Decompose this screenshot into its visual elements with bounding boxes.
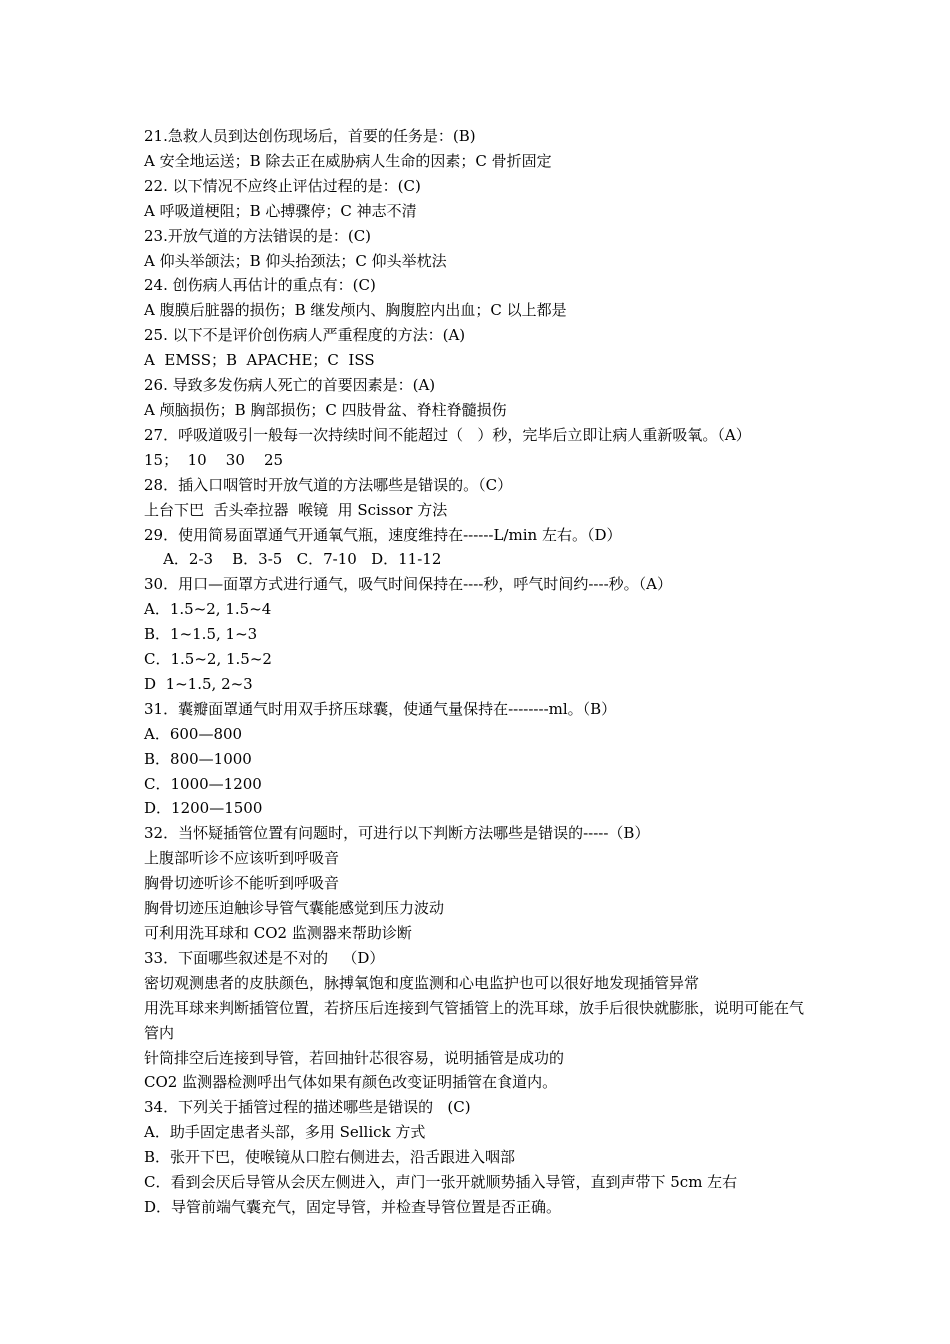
question-30: 30．用口—面罩方式进行通气，吸气时间保持在----秒，呼气时间约----秒。（A）	[144, 575, 672, 594]
option-32-2: 胸骨切迹听诊不能听到呼吸音	[144, 874, 340, 893]
question-29: 29．使用简易面罩通气开通氧气瓶，速度维持在------L/min 左右。（D）	[144, 525, 622, 544]
question-31: 31．囊瓣面罩通气时用双手挤压球囊，使通气量保持在--------ml。（B）	[144, 699, 617, 718]
options-25: A EMSS；B APACHE；C ISS	[144, 351, 375, 370]
option-31-b: B．800—1000	[144, 749, 252, 768]
options-29: A．2-3 B．3-5 C．7-10 D．11-12	[144, 550, 442, 569]
question-26: 26. 导致多发伤病人死亡的首要因素是：(A)	[144, 376, 436, 395]
option-32-3: 胸骨切迹压迫触诊导管气囊能感觉到压力波动	[144, 899, 445, 918]
question-21: 21.急救人员到达创伤现场后，首要的任务是：(B)	[144, 127, 476, 145]
option-30-d: D 1~1.5, 2~3	[144, 674, 253, 693]
option-32-1: 上腹部听诊不应该听到呼吸音	[144, 849, 340, 868]
option-32-4: 可利用洗耳球和 CO2 监测器来帮助诊断	[144, 924, 412, 942]
option-34-d: D．导管前端气囊充气，固定导管，并检查导管位置是否正确。	[144, 1197, 562, 1216]
options-28: 上台下巴 舌头牵拉器 喉镜 用 Scissor 方法	[144, 500, 448, 519]
options-21: A 安全地运送；B 除去正在威胁病人生命的因素；C 骨折固定	[144, 151, 552, 170]
option-33-2: 用洗耳球来判断插管位置，若挤压后连接到气管插管上的洗耳球，放手后很快就膨胀，说明可能在气管内	[144, 998, 805, 1042]
options-23: A 仰头举颌法；B 仰头抬颈法；C 仰头举枕法	[144, 251, 447, 270]
document-body	[144, 124, 814, 1220]
option-31-d: D．1200—1500	[144, 799, 263, 818]
option-31-c: C．1000—1200	[144, 774, 262, 793]
question-25: 25. 以下不是评价创伤病人严重程度的方法：(A)	[144, 326, 466, 345]
option-33-4: CO2 监测器检测呼出气体如果有颜色改变证明插管在食道内。	[144, 1073, 558, 1092]
options-26: A 颅脑损伤；B 胸部损伤；C 四肢骨盆、脊柱脊髓损伤	[144, 400, 507, 419]
options-24: A 腹膜后脏器的损伤；B 继发颅内、胸腹腔内出血；C 以上都是	[144, 301, 567, 320]
question-34: 34．下列关于插管过程的描述哪些是错误的 (C)	[144, 1098, 471, 1117]
option-31-a: A．600—800	[144, 724, 243, 743]
question-22: 22. 以下情况不应终止评估过程的是：(C)	[144, 176, 421, 195]
question-24: 24. 创伤病人再估计的重点有：(C)	[144, 276, 376, 295]
option-34-b: B．张开下巴，使喉镜从口腔右侧进去，沿舌跟进入咽部	[144, 1148, 516, 1167]
option-34-a: A．助手固定患者头部，多用 Sellick 方式	[144, 1123, 426, 1142]
question-32: 32．当怀疑插管位置有问题时，可进行以下判断方法哪些是错误的-----（B）	[144, 824, 650, 843]
question-33: 33．下面哪些叙述是不对的 （D）	[144, 948, 385, 967]
question-23: 23.开放气道的方法错误的是：(C)	[144, 226, 372, 245]
question-27: 27．呼吸道吸引一般每一次持续时间不能超过（ ）秒，完毕后立即让病人重新吸氧。（A）	[144, 425, 751, 444]
options-27: 15； 10 30 25	[144, 450, 284, 469]
option-30-a: A．1.5~2, 1.5~4	[144, 600, 272, 619]
option-33-1: 密切观测患者的皮肤颜色，脉搏氧饱和度监测和心电监护也可以很好地发现插管异常	[144, 973, 700, 992]
option-33-3: 针筒排空后连接到导管，若回抽针芯很容易，说明插管是成功的	[144, 1048, 565, 1067]
question-28: 28．插入口咽管时开放气道的方法哪些是错误的。（C）	[144, 475, 513, 494]
option-30-b: B．1~1.5, 1~3	[144, 625, 258, 644]
options-22: A 呼吸道梗阻；B 心搏骤停；C 神志不清	[144, 201, 417, 220]
option-34-c: C．看到会厌后导管从会厌左侧进入，声门一张开就顺势插入导管，直到声带下 5cm 左右	[144, 1173, 738, 1192]
option-30-c: C．1.5~2, 1.5~2	[144, 650, 272, 669]
